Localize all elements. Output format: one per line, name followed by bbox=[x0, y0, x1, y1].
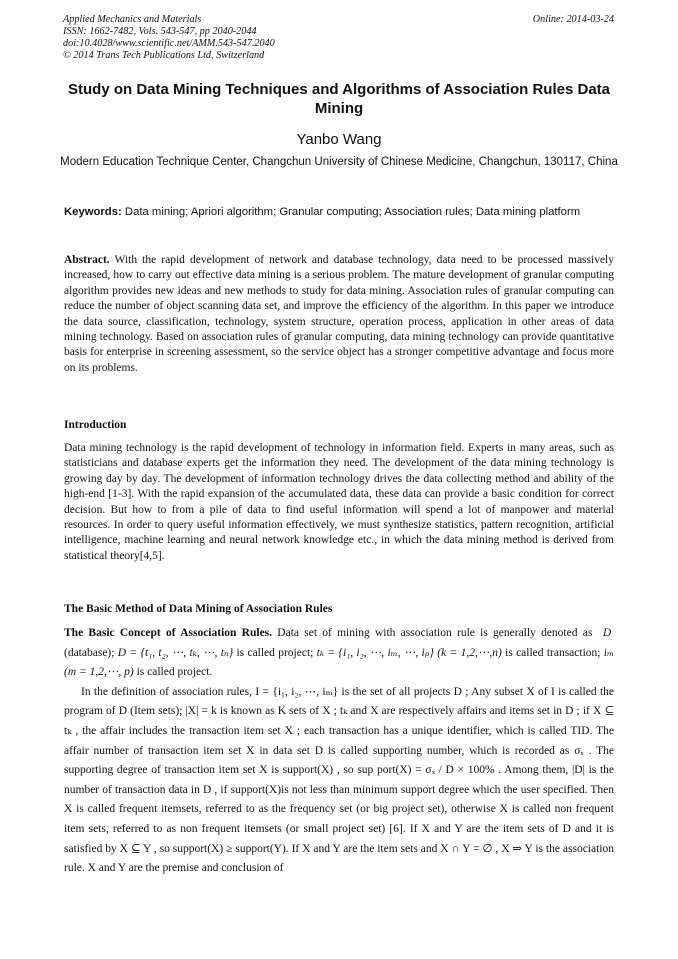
introduction-body: Data mining technology is the rapid development of technology in information field. Experts in many areas, such as statisticians and database experts get the information they need. The development of the data mining technology is growing day by day. The development of information technology drives the data collecting method and ability of the high-end [1-3]. With the rapid expansion of the accumulated data, these data can provide a basic condition for correct decision. But how to from a pile of data to find useful information will spend a lot of manpower and material resources. In order to query useful information effectively, we must synthesize statistics, pattern recognition, artificial intelligence, machine learning and neural network knowledge etc., in which the data mining method is derived from statistical theory[4,5]. bbox=[64, 442, 614, 562]
method-body bbox=[64, 624, 614, 879]
online-date: Online: 2014-03-24 bbox=[532, 14, 614, 25]
method-p1-c: is called project; bbox=[236, 646, 314, 659]
doi-line: doi:10.4028/www.scientific.net/AMM.543-547.2040 bbox=[63, 38, 275, 49]
method-p1-e: is called project. bbox=[136, 666, 213, 679]
method-p1-d: is called transaction; bbox=[505, 646, 601, 659]
keywords-text: Data mining; Apriori algorithm; Granular computing; Association rules; Data mining platform bbox=[124, 206, 581, 218]
journal-name: Applied Mechanics and Materials bbox=[63, 14, 202, 25]
formula-dataset: D = {t₁, t₂, ⋯, tₖ, ⋯, tₙ} bbox=[117, 646, 234, 659]
keywords bbox=[64, 205, 614, 220]
author-affiliation: Modern Education Technique Center, Changchun University of Chinese Medicine, Changchun, 130117, China bbox=[60, 156, 618, 168]
method-paragraph-2: In the definition of association rules, I = {i₁, i₂, ⋯, iₘ} is the set of all projects D ; Any subset X of I is called the program of D (Item sets); |X| = k is known as K sets of X ; tₖ and X are respectively affairs and items set in D ; if X ⊆ tₖ , the affair includes the transaction item set X ; each transaction has a unique identifier, which is called TID. The affair number of transaction item set X in data set D is called supporting number, which is recorded as σₓ . The supporting degree of transaction item set X is support(X) , so sup port(X) = σₓ / D × 100% . Among them, |D| is the number of transaction data in D , if support(X)is not less than minimum support degree which the user specified. Then X is called frequent itemsets, referred to as the frequency set (or big project set), otherwise X is called non frequent item sets, referred to as non frequent itemsets (or small project set) [6]. If X and Y are the item sets of D and it is satisfied by X ⊆ Y , so support(X) ≥ support(Y). If X and Y are the item sets and X ∩ Y = ∅ , X ⇒ Y is the association rule. X and Y are the premise and conclusion of bbox=[64, 685, 614, 875]
abstract-label: Abstract. bbox=[64, 254, 110, 266]
method-subheading: The Basic Concept of Association Rules. bbox=[64, 627, 273, 639]
method-p1-a: Data set of mining with association rule is generally denoted as bbox=[277, 627, 593, 639]
method-heading: The Basic Method of Data Mining of Association Rules bbox=[64, 603, 333, 615]
method-paragraph-1: The Basic Concept of Association Rules. Data set of mining with association rule is generally denoted as D (database); D = {t₁, t₂, ⋯, tₖ, ⋯, tₙ} is called project; tₖ = {i₁, i₂, ⋯, iₘ, ⋯, iₚ} (k = 1,2,⋯,n) is called transaction; iₘ (m = 1,2,⋯, p) is called project. bbox=[64, 627, 615, 679]
author-name: Yanbo Wang bbox=[296, 131, 382, 148]
paper-title: Study on Data Mining Techniques and Algorithms of Association Rules Data Mining bbox=[68, 81, 610, 117]
issn-line: ISSN: 1662-7482, Vols. 543-547, pp 2040-2044 bbox=[63, 26, 257, 37]
abstract-text: With the rapid development of network and database technology, data need to be processed massively increased, how to carry out effective data mining is a serious problem. The mature development of granular computing algorithm provides new ideas and new methods to study for data mining. Association rules of granular computing can reduce the number of object scanning data set, and improve the efficiency of the algorithm. In this paper we introduce the data source, classification, technology, system structure, operation process, application in other areas of data mining technology. Based on association rules of granular computing, data mining technology can provide quantitative basis for enterprise in screening assessment, so the service object has a stronger competitive advantage and focus more on its problems. bbox=[64, 254, 614, 374]
journal-header bbox=[63, 14, 275, 62]
copyright-line: © 2014 Trans Tech Publications Ltd, Switzerland bbox=[63, 50, 265, 61]
keywords-label: Keywords: bbox=[64, 206, 122, 218]
method-p1-b: (database); bbox=[64, 646, 115, 659]
introduction-heading: Introduction bbox=[64, 419, 127, 431]
abstract bbox=[64, 253, 614, 376]
formula-k-range: (k = 1,2,⋯,n) bbox=[437, 646, 502, 659]
formula-item: iₘ (m = 1,2,⋯, p) bbox=[64, 646, 615, 679]
formula-transaction: tₖ = {i₁, i₂, ⋯, iₘ, ⋯, iₚ} bbox=[316, 646, 434, 659]
